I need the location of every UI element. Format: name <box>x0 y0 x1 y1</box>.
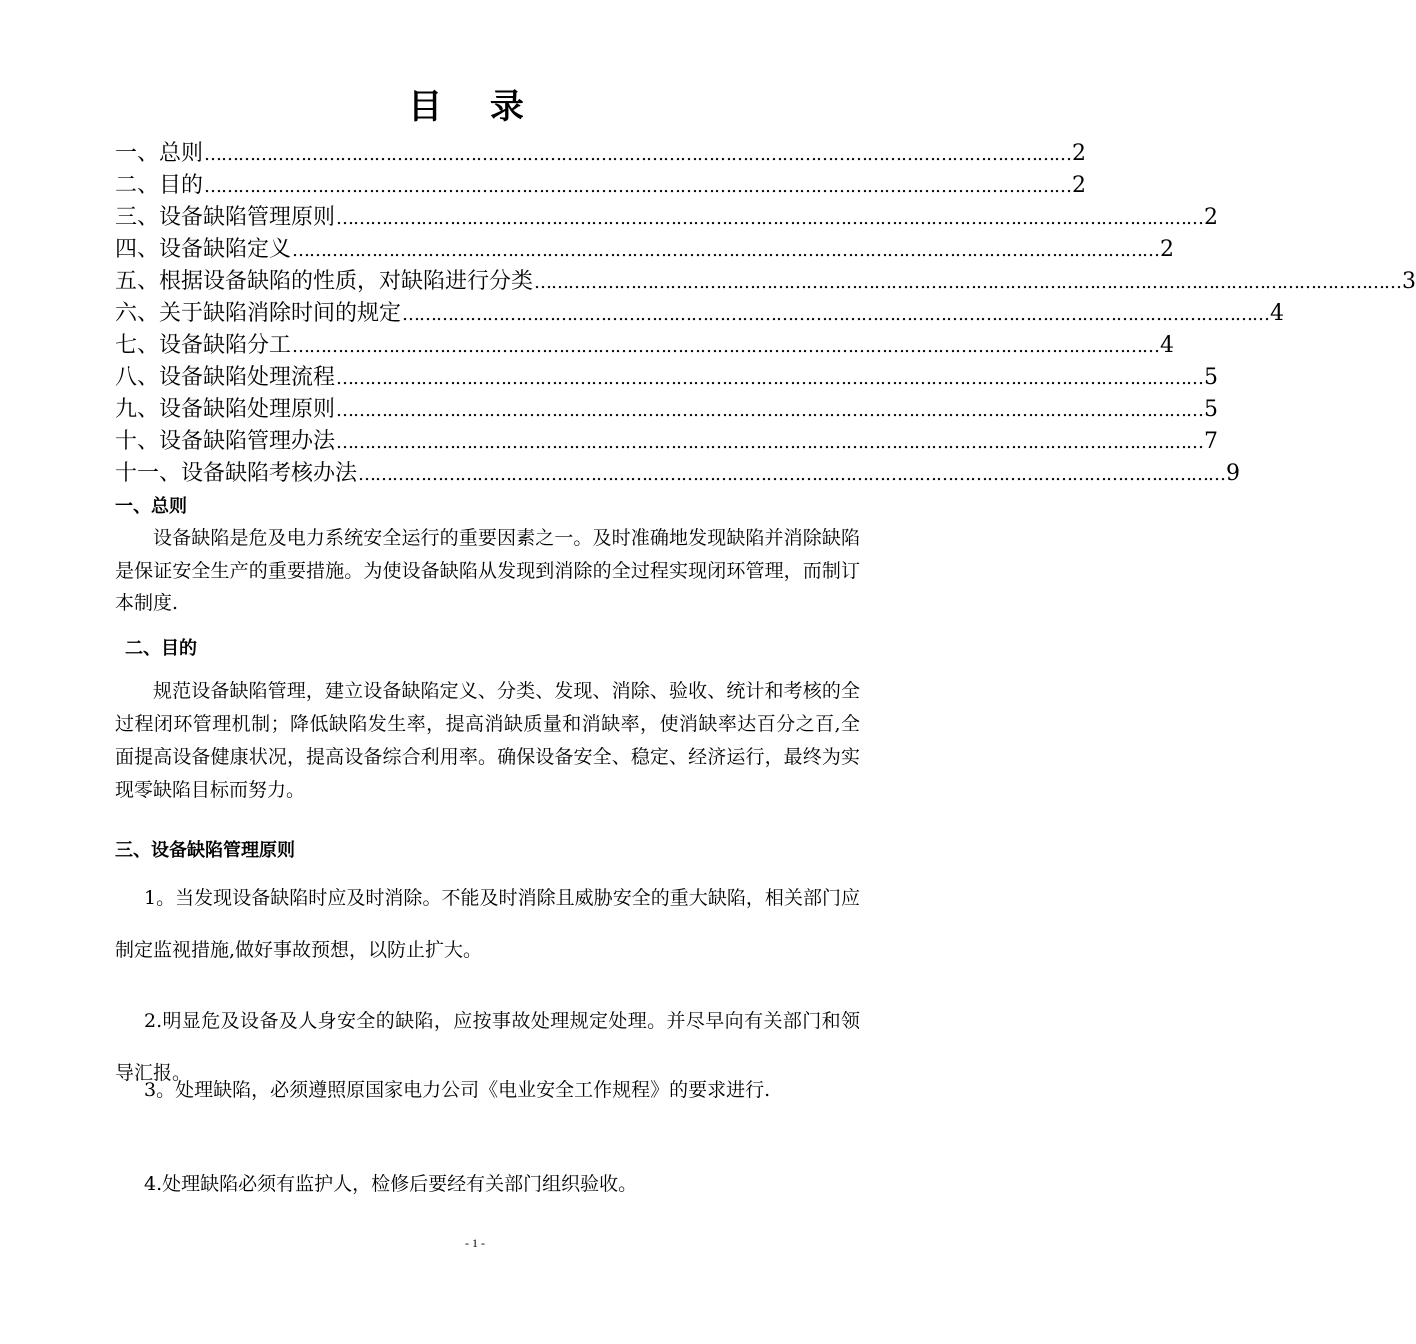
toc-entry-label: 七、设备缺陷分工 <box>115 333 292 358</box>
principle-item: 3。处理缺陷，必须遵照原国家电力公司《电业安全工作规程》的要求进行. <box>144 1079 771 1101</box>
toc-entry-page: 3 <box>1402 269 1416 294</box>
toc-entry-label: 五、根据设备缺陷的性质，对缺陷进行分类 <box>115 269 534 294</box>
toc-entry-page: 2 <box>1072 141 1087 166</box>
toc-entry[interactable] <box>115 458 1241 490</box>
toc-entry-label: 四、设备缺陷定义 <box>115 237 292 262</box>
toc-entry-page: 5 <box>1204 365 1219 390</box>
toc-entry-page: 5 <box>1204 397 1219 422</box>
toc-entry-page: 4 <box>1270 301 1285 326</box>
section-heading-general: 一、总则 <box>115 496 187 517</box>
section-body-purpose: 规范设备缺陷管理，建立设备缺陷定义、分类、发现、消除、验收、统计和考核的全过程闭环管理机制；降低缺陷发生率，提高消缺质量和消缺率，使消缺率达百分之百,全面提高设备健康状况，提高设备综合利用率。确保设备安全、稳定、经济运行，最终为实现零缺陷目标而努力。 <box>115 680 860 801</box>
toc-entry[interactable] <box>115 330 1175 362</box>
toc-entry[interactable] <box>115 202 1219 234</box>
section-heading-principles: 三、设备缺陷管理原则 <box>115 840 295 861</box>
toc-entry[interactable] <box>115 234 1175 266</box>
toc-entry-label: 二、目的 <box>115 173 204 198</box>
toc-leader-dots: ……………………………………………………………………………………………………………………………………… <box>336 432 1204 453</box>
toc-leader-dots: ……………………………………………………………………………………………………………………………………… <box>292 336 1160 357</box>
toc-entry-label: 十、设备缺陷管理办法 <box>115 429 336 454</box>
toc-entry-page: 2 <box>1204 205 1219 230</box>
toc-entry-label: 十一、设备缺陷考核办法 <box>115 461 358 486</box>
toc-entry[interactable] <box>115 298 1285 330</box>
toc-entry[interactable] <box>115 394 1219 426</box>
toc-entry-label: 六、关于缺陷消除时间的规定 <box>115 301 402 326</box>
toc-entry-page: 9 <box>1226 461 1241 486</box>
toc-title: 目 录 <box>408 87 542 127</box>
toc-entry-label: 三、设备缺陷管理原则 <box>115 205 336 230</box>
toc-entry-page: 2 <box>1160 237 1175 262</box>
section-body-general: 设备缺陷是危及电力系统安全运行的重要因素之一。及时准确地发现缺陷并消除缺陷是保证安全生产的重要措施。为使设备缺陷从发现到消除的全过程实现闭环管理，而制订本制度. <box>115 527 860 614</box>
principle-item: 4.处理缺陷必须有监护人，检修后要经有关部门组织验收。 <box>144 1173 638 1195</box>
toc-entry-page: 7 <box>1204 429 1219 454</box>
toc-leader-dots: ……………………………………………………………………………………………………………………………………… <box>336 400 1204 421</box>
toc-leader-dots: ……………………………………………………………………………………………………………………………………… <box>336 208 1204 229</box>
table-of-contents <box>115 138 1416 490</box>
toc-entry[interactable] <box>115 266 1416 298</box>
toc-leader-dots: ……………………………………………………………………………………………………………………………………… <box>336 368 1204 389</box>
toc-entry[interactable] <box>115 138 1087 170</box>
toc-entry-page: 4 <box>1160 333 1175 358</box>
section-heading-purpose: 二、目的 <box>125 638 197 659</box>
toc-entry-label: 一、总则 <box>115 141 204 166</box>
toc-leader-dots: ……………………………………………………………………………………………………………………………………… <box>204 144 1072 165</box>
principle-item: 1。当发现设备缺陷时应及时消除。不能及时消除且威胁安全的重大缺陷，相关部门应制定监视措施,做好事故预想，以防止扩大。 <box>115 887 860 961</box>
toc-leader-dots: ……………………………………………………………………………………………………………………………………… <box>292 240 1160 261</box>
toc-leader-dots: ……………………………………………………………………………………………………………………………………… <box>358 464 1226 485</box>
toc-leader-dots: ……………………………………………………………………………………………………………………………………… <box>534 272 1402 293</box>
toc-entry-label: 九、设备缺陷处理原则 <box>115 397 336 422</box>
toc-entry[interactable] <box>115 170 1087 202</box>
toc-leader-dots: ……………………………………………………………………………………………………………………………………… <box>204 176 1072 197</box>
principle-item: 2.明显危及设备及人身安全的缺陷，应按事故处理规定处理。并尽早向有关部门和领导汇报。 <box>115 1010 860 1084</box>
toc-entry[interactable] <box>115 362 1219 394</box>
page-number: - 1 - <box>465 1236 485 1250</box>
toc-leader-dots: ……………………………………………………………………………………………………………………………………… <box>402 304 1270 325</box>
toc-entry-page: 2 <box>1072 173 1087 198</box>
toc-entry[interactable] <box>115 426 1219 458</box>
toc-entry-label: 八、设备缺陷处理流程 <box>115 365 336 390</box>
